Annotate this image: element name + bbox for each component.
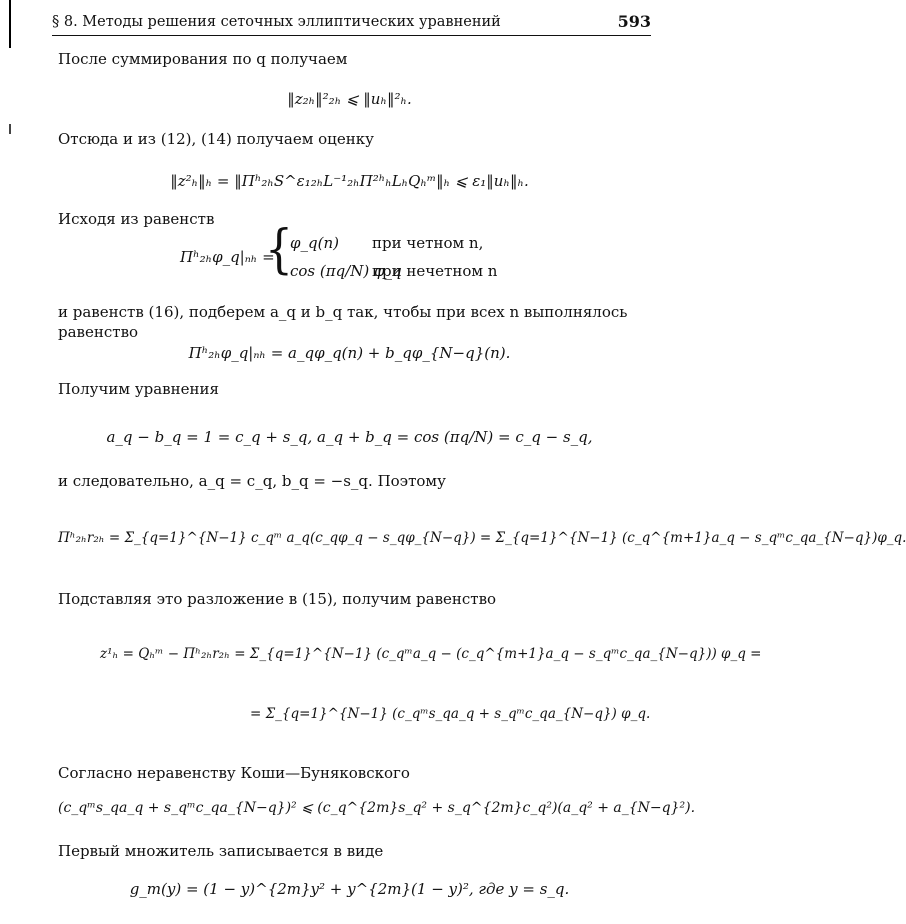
text-line-3: Исходя из равенств	[58, 210, 215, 228]
text-line-8: Согласно неравенству Коши—Буняковского	[58, 764, 410, 782]
text-line-7: Подставляя это разложение в (15), получим равенство	[58, 590, 497, 608]
text-paragraph-4: и равенств (16), подберем a_q и b_q так, чтобы при всех n выполнялось равенство	[58, 303, 628, 341]
equation-norm-bound: ‖z₂ₕ‖²₂ₕ ⩽ ‖uₕ‖²ₕ.	[287, 90, 412, 108]
text-line-2: Отсюда и из (12), (14) получаем оценку	[58, 130, 374, 148]
header-rule	[52, 35, 651, 36]
equation-system: a_q − b_q = 1 = c_q + s_q, a_q + b_q = cos (πq/N) = c_q − s_q,	[106, 428, 593, 446]
case-1-condition: при четном n,	[372, 234, 484, 252]
equation-expansion: Πʰ₂ₕφ_q|ₙₕ = a_qφ_q(n) + b_qφ_{N−q}(n).	[188, 344, 511, 362]
equation-sum: Πʰ₂ₕr₂ₕ = Σ_{q=1}^{N−1} c_qᵐ a_q(c_qφ_q − s_qφ_{N−q}) = Σ_{q=1}^{N−1} (c_q^{m+1}a_q − s_qᵐc_qa_{N−q})φ_q.	[58, 530, 906, 546]
equation-z-line-1: z¹ₕ = Qₕᵐ − Πʰ₂ₕr₂ₕ = Σ_{q=1}^{N−1} (c_qᵐa_q − (c_q^{m+1}a_q − s_qᵐc_qa_{N−q})) φ_q =	[100, 646, 762, 662]
case-2-condition: при нечетном n	[372, 262, 498, 280]
cases-lhs: Πʰ₂ₕφ_q|ₙₕ =	[180, 248, 275, 266]
text-line-6: и следовательно, a_q = c_q, b_q = −s_q. Поэтому	[58, 472, 446, 490]
equation-estimate: ‖z²ₕ‖ₕ = ‖Πʰ₂ₕS^ε₁₂ₕL⁻¹₂ₕΠ²ʰₕLₕQₕᵐ‖ₕ ⩽ ε₁‖uₕ‖ₕ.	[170, 172, 529, 190]
left-brace-icon: {	[265, 218, 293, 280]
page-header	[52, 12, 651, 36]
equation-g: g_m(y) = (1 − y)^{2m}y² + y^{2m}(1 − y)², где y = s_q.	[129, 880, 570, 898]
equation-cauchy: (c_qᵐs_qa_q + s_qᵐc_qa_{N−q})² ⩽ (c_q^{2m}s_q² + s_q^{2m}c_q²)(a_q² + a_{N−q}²).	[58, 800, 696, 816]
running-title: § 8. Методы решения сеточных эллиптических уравнений	[52, 14, 501, 30]
page-number: 593	[617, 12, 651, 31]
text-line-1: После суммирования по q получаем	[58, 50, 348, 68]
case-1-expression: φ_q(n)	[290, 234, 339, 252]
case-2-expression: cos (πq/N) φ_q	[290, 262, 402, 280]
binding-edge-mark	[9, 0, 11, 48]
text-line-9: Первый множитель записывается в виде	[58, 842, 384, 860]
binding-edge-tick	[9, 124, 11, 134]
equation-z-line-2: = Σ_{q=1}^{N−1} (c_qᵐs_qa_q + s_qᵐc_qa_{N−q}) φ_q.	[250, 706, 651, 722]
text-line-5: Получим уравнения	[58, 380, 219, 398]
